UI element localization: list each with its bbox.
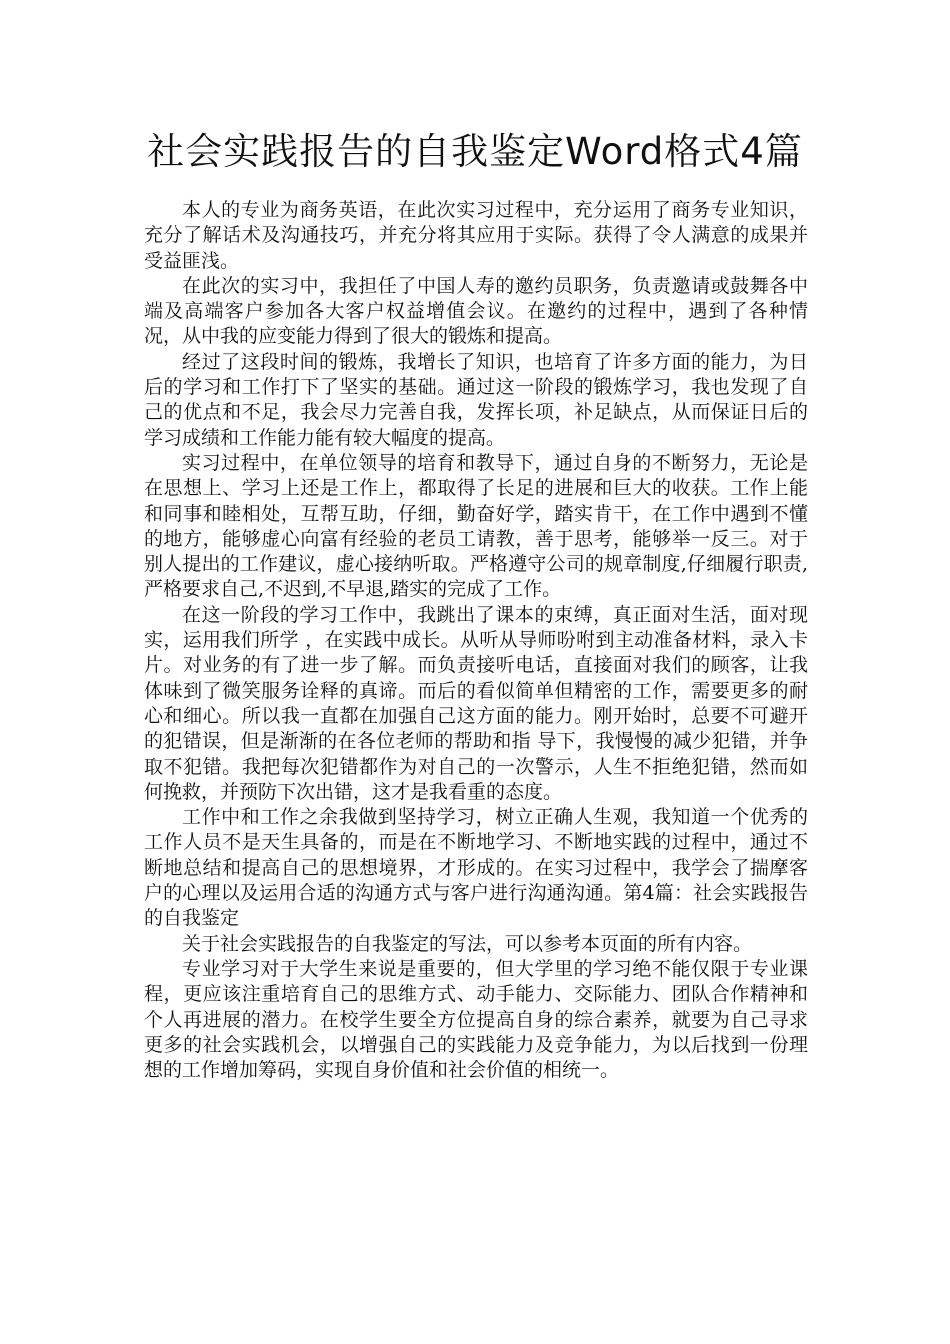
paragraph: 本人的专业为商务英语，在此次实习过程中，充分运用了商务专业知识，充分了解话术及沟通技巧，并充分将其应用于实际。获得了令人满意的成果并受益匪浅。 xyxy=(144,199,808,272)
paragraph: 在此次的实习中，我担任了中国人寿的邀约员职务，负责邀请或鼓舞各中端及高端客户参加各大客户权益增值会议。在邀约的过程中，遇到了各种情况，从中我的应变能力得到了很大的锻炼和提高。 xyxy=(144,274,808,348)
paragraph: 专业学习对于大学生来说是重要的，但大学里的学习绝不能仅限于专业课程，更应该注重培育自己的思维方式、动手能力、交际能力、团队合作精神和个人再进展的潜力。在校学生要全方位提高自身的综合素养，就要为自己寻求更多的社会实践机会，以增强自己的实践能力及竞争能力，为以后找到一份理想的工作增加筹码，实现自身价值和社会价值的相统一。 xyxy=(144,957,808,1082)
paragraph: 实习过程中，在单位领导的培育和教导下，通过自身的不断努力，无论是在思想上、学习上还是工作上，都取得了长足的进展和巨大的收获。工作上能和同事和睦相处，互帮互助，仔细，勤奋好学，踏实肯干，在工作中遇到不懂的地方，能够虚心向富有经验的老员工请教，善于思考，能够举一反三。对于别人提出的工作建议，虚心接纳听取。严格遵守公司的规章制度,仔细履行职责,严格要求自己,不迟到,不早退,踏实的完成了工作。 xyxy=(144,451,808,601)
paragraph: 工作中和工作之余我做到坚持学习，树立正确人生观，我知道一个优秀的工作人员不是天生具备的，而是在不断地学习、不断地实践的过程中，通过不断地总结和提高自己的思想境界，才形成的。在实习过程中，我学会了揣摩客户的心理以及运用合适的沟通方式与客户进行沟通沟通。第4篇：社会实践报告的自我鉴定 xyxy=(144,806,808,930)
document-body xyxy=(144,198,808,1083)
paragraph: 经过了这段时间的锻炼，我增长了知识，也培育了许多方面的能力，为日后的学习和工作打下了坚实的基础。通过这一阶段的锻炼学习，我也发现了自己的优点和不足，我会尽力完善自我，发挥长项，补足缺点，从而保证日后的学习成绩和工作能力能有较大幅度的提高。 xyxy=(144,350,808,449)
paragraph: 关于社会实践报告的自我鉴定的写法，可以参考本页面的所有内容。 xyxy=(182,932,753,955)
document-title: 社会实践报告的自我鉴定Word格式4篇 xyxy=(147,130,803,173)
paragraph: 在这一阶段的学习工作中，我跳出了课本的束缚，真正面对生活，面对现实，运用我们所学 ，在实践中成长。从听从导师吩咐到主动准备材料，录入卡片。对业务的有了进一步了解。而负责接听电话，直接面对我们的顾客，让我体味到了微笑服务诠释的真谛。而后的看似简单但精密的工作，需要更多的耐心和细心。所以我一直都在加强自己这方面的能力。刚开始时，总要不可避开的犯错误，但是渐渐的在各位老师的帮助和指 导下，我慢慢的减少犯错，并争取不犯错。我把每次犯错都作为对自己的一次警示，人生不拒绝犯错，然而如何挽救，并预防下次出错，这才是我看重的态度。 xyxy=(144,603,808,803)
